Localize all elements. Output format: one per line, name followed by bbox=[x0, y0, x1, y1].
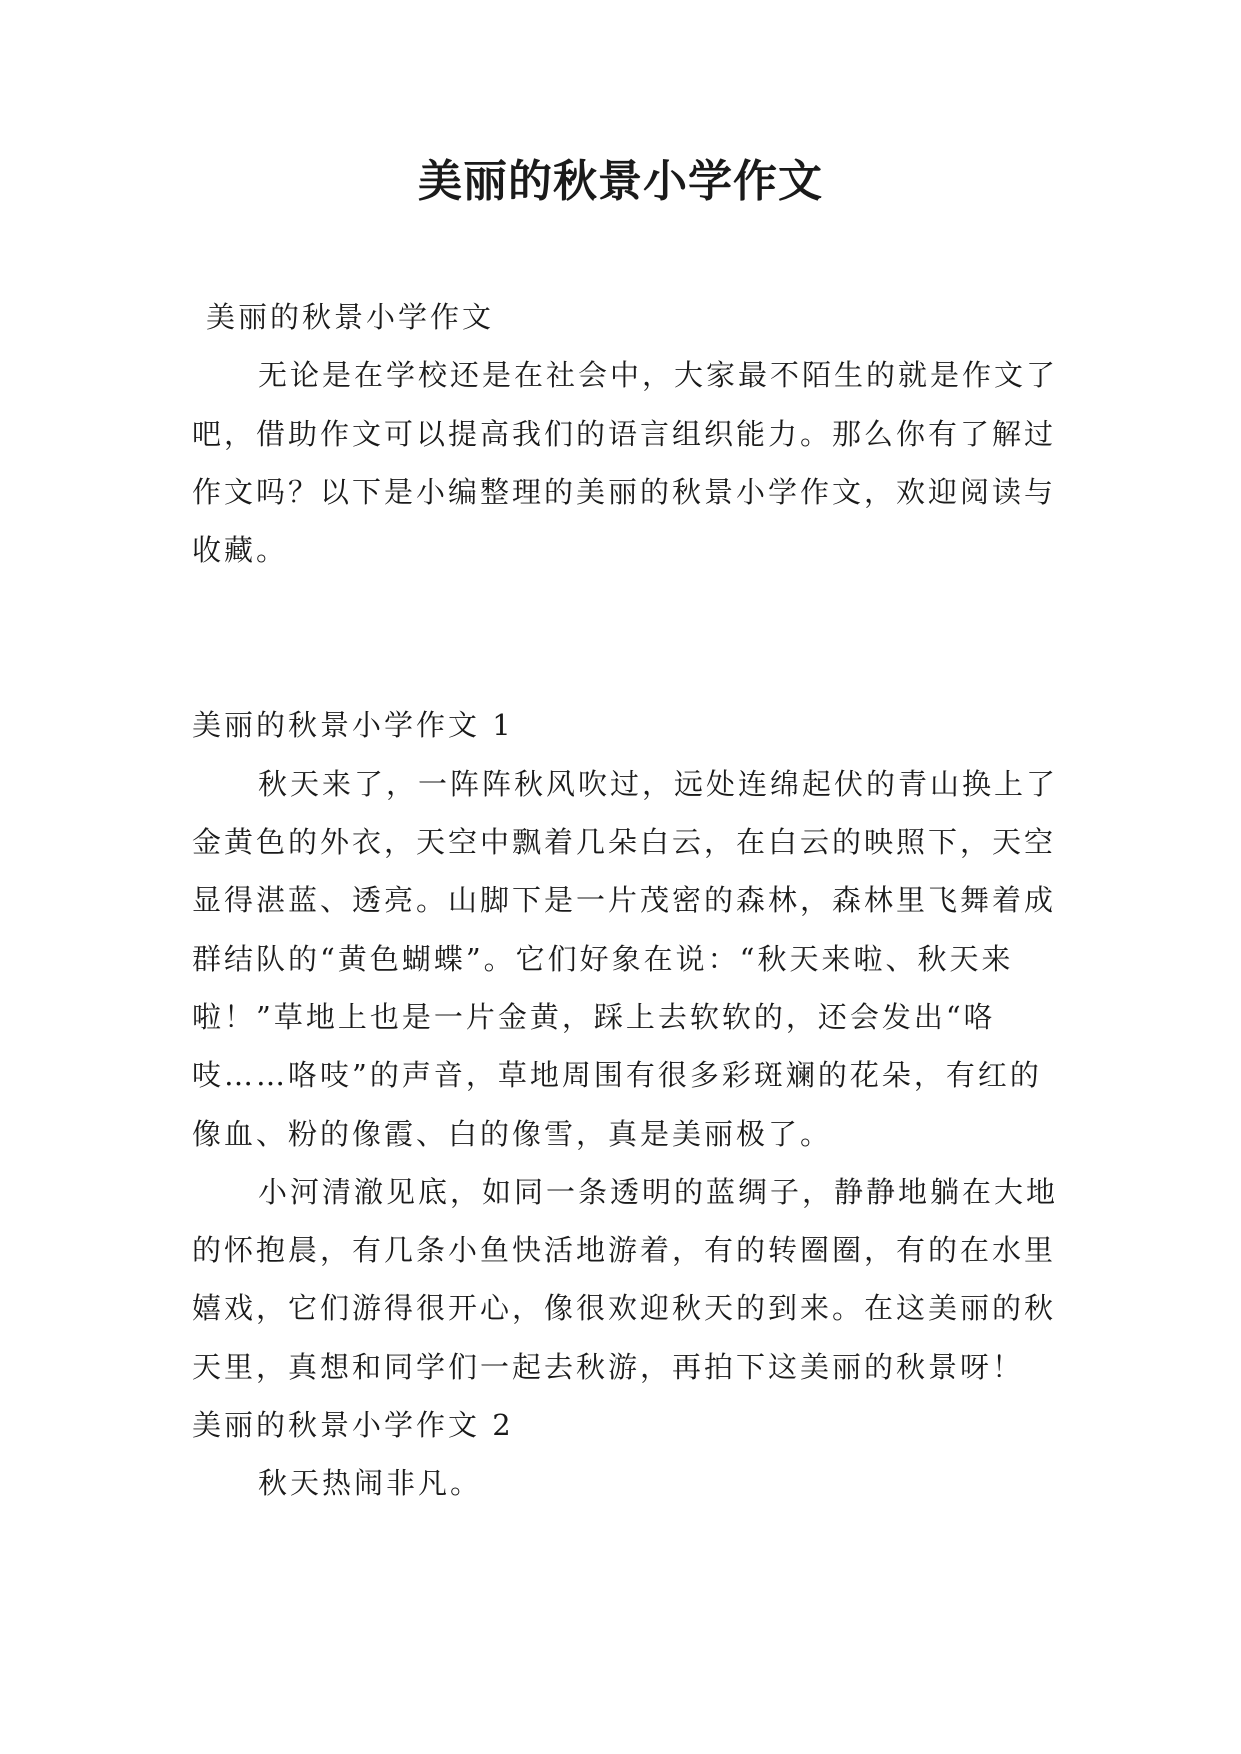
section-heading-2: 美丽的秋景小学作文 2 bbox=[192, 1408, 514, 1443]
document-title: 美丽的秋景小学作文 bbox=[418, 156, 823, 207]
document-body bbox=[192, 288, 1072, 1513]
document-subtitle: 美丽的秋景小学作文 bbox=[206, 300, 495, 334]
section-1-paragraph-1: 秋天来了，一阵阵秋风吹过，远处连绵起伏的青山换上了金黄色的外衣，天空中飘着几朵白云，在白云的映照下，天空显得湛蓝、透亮。山脚下是一片茂密的森林，森林里飞舞着成群结队的“黄色蝴蝶”。它们好象在说：“秋天来啦、秋天来啦！”草地上也是一片金黄，踩上去软软的，还会发出“咯吱……咯吱”的声音，草地周围有很多彩斑斓的花朵，有红的像血、粉的像霞、白的像雪，真是美丽极了。 bbox=[192, 766, 1059, 1151]
section-heading-1: 美丽的秋景小学作文 1 bbox=[192, 708, 514, 743]
intro-paragraph: 无论是在学校还是在社会中，大家最不陌生的就是作文了吧，借助作文可以提高我们的语言组织能力。那么你有了解过作文吗？以下是小编整理的美丽的秋景小学作文，欢迎阅读与收藏。 bbox=[192, 358, 1059, 568]
section-1-paragraph-2: 小河清澈见底，如同一条透明的蓝绸子，静静地躺在大地的怀抱晨，有几条小鱼快活地游着，有的转圈圈，有的在水里嬉戏，它们游得很开心，像很欢迎秋天的到来。在这美丽的秋天里，真想和同学们一起去秋游，再拍下这美丽的秋景呀！ bbox=[192, 1174, 1059, 1384]
section-2-paragraph-1: 秋天热闹非凡。 bbox=[258, 1466, 483, 1501]
section-spacer bbox=[192, 579, 1072, 696]
